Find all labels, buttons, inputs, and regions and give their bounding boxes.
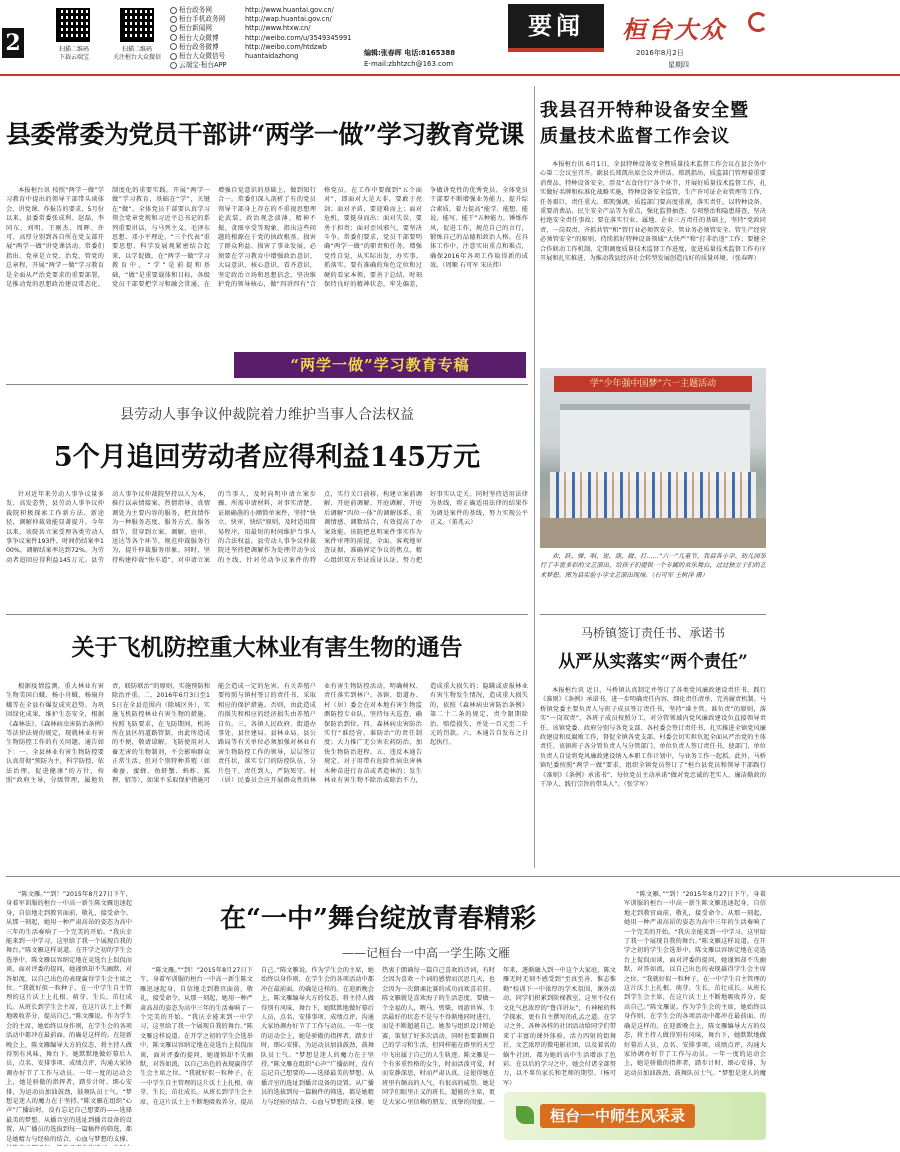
stage-subheadline: ——记桓台一中高一学生陈文雁 bbox=[341, 946, 510, 960]
circle-icon bbox=[170, 34, 177, 41]
qr-code-app[interactable] bbox=[56, 8, 90, 42]
building-shape bbox=[560, 404, 750, 480]
lead-banner: “两学一做”学习教育专稿 bbox=[234, 352, 526, 378]
stage-body-right: “陈文雁。”“到！”2015年8月27日下午，身着军训服的桓台一中高一新生陈文雁迅速起身，自信地走到教官面前，敬礼，接受命令。从那一刻起，她用一种严肃高昂的姿态为高中三年的生活奏响了一个完美的开始。“我庆幸能来到一中学习，这里给了我一个展现自我的舞台。”陈文雁这样说道。在开学之初的学生会选举中，陈文雁以容纳定地在竞选台上侃侃而谈，面对评委的提问，她谨慎却不失幽默，对答如流，以自己出色的表现赢得学生会主席之位。“我就好似一粒种子，在一中学生自主管理的这片沃土上扎根、萌芽、生长，茁壮成长。从班长到学生会主席，在这片沃土上不断地吸收养分，提高自己。”陈文雁说。作为学生会的主席，她始终以身作则，在学生会的各项活动中都冲在最前面。的确是这样的。在迎新晚会上，陈文雁编导大方的仪态，将主持人做得别有风味，舞台下，她默默地做好幕后人员，点名、安排事项、成绩点评，沟通大家协调办好节了工作与动员。一年一度的运动会上，她是骄傲的指挥者，踏步计时、细心安排，为运动员加油鼓劲，鼓舞队员士气。“梦想是迷人的魔 bbox=[624, 891, 766, 1076]
circle-icon bbox=[170, 7, 177, 14]
qr2-caption-1: 扫描二维码 bbox=[121, 46, 152, 53]
link-item[interactable]: 桓台手机政务网 http://wap.huantai.gov.cn/ bbox=[170, 15, 351, 24]
forest-body-text: 根据疫情监测，重大林业有害生物美国白蛾、杨小舟蛾、杨扇舟蛾等在全县有爆发成灾趋势。为巩固绿化成果，维护生态安全，根据《森林法》、《森林病虫害防治条例》等法律法规的规定，现就林业有害生物防控工作的有关问题，通告如下：一、全县林业有害生物防控要认真贯彻“预防为主，科学防控，依法治理，促进健康”的方针，按照“政府主导，分级管理，属地负责，联防联治”的原则，实施预防和除治并重。二、2016年6月3日至15日在全县范围内（除城区外），实施飞机防控林业有害生物的措施。按照飞防要求，在飞防期间，机场所在县区的道路管制，由此所造成的不便，敬请谅解。飞防使用对人畜无害的生物制剂，不会影响群众正常生活，但对个别特种养殖（如桑蚕、蜜蜂、鱼虾蟹、蚂蚱、狐狸、貂等），如果不采取保护措施可能会造成一定的危害。有关养殖户要按照与镇村签订的责任书，采取相应的保护措施。否则，由此造成的损失和相应的经济损失由养殖户自负。三、各镇人民政府、街道办事处、县住建局、县林业局、县公路局等有关单位必须加强对林业有害生物防控工作的领导，层层签订责任状，落实专门的防控队伍，分片包干、责任到人，严防死守。村（居）民委员会应开展群众性的林业有害生物防控活动，明确树权、责任落实到林户。各镇、街道办、村（居）委会在对本地有害生物监测防控专业队，坚持每天巡查，确保防治到位。四、森林病虫害防治实行“谁经营、谁防治”的责任制度；大力推广无公害农药防治，加快生物防治进程。五、违反本通告规定，对于用带有危险性病虫害林木种苗进行育苗或者造林的；发生林业有害生物不除治或除治不力，造成重大损失的；隐瞒或虚报林业有害生物发生情况，造成重大损失的，依照《森林病虫害防治条例》第二十二条的规定，责令限期除治、赔偿损失，并处一百元至二千元的罚款。六、本通告自发布之日起执行。 bbox=[6, 683, 528, 785]
circle-icon bbox=[170, 62, 177, 69]
stage-banner bbox=[504, 1092, 766, 1140]
editor-line: 编辑:张春晖 电话:8165388 bbox=[364, 49, 456, 57]
safety-headline: 我县召开特种设备安全暨质量技术监督工作会议 bbox=[540, 100, 749, 147]
link-item[interactable]: 桓台大众微信号 huantaidazhong bbox=[170, 52, 351, 61]
circle-icon bbox=[170, 53, 177, 60]
link-item[interactable]: 桓台政务网 http://www.huantai.gov.cn/ bbox=[170, 6, 351, 15]
stage-headline: 在“一中”舞台绽放青春精彩 bbox=[220, 904, 536, 934]
circle-icon bbox=[170, 25, 177, 32]
issue-weekday: 星期四 bbox=[668, 61, 689, 69]
qr1-caption-2: 下载云端宝 bbox=[58, 54, 89, 61]
mayingzhen-body-text: 本报桓台讯 近日，马桥镇认真制定并签订了各类党风廉政建设责任书、践行《准则》《条例》承诺书，进一步明确责任内容，细化责任清单，完善履责机制。马桥镇党委主要负责人与班子成员签订责任书，坚持“谁主管、谁负责”的原则，落实“一岗双责”，各班子成员按照分工，对分管领域内党风廉政建设负直接领导责任。该镇党委、政府分别与各党支部、各村委会签订责任书，扎实推进全镇党风廉政建设和反腐败工作，督促全镇各党支部、村委会切实担负起全面从严治党的主体责任。该镇班子各分管负责人与分管部门、单位负责人签订责任书，使部门、单位负责人自觉将党风廉政建设纳入本职工作计划中，与业务工作一起抓。此外，马桥镇纪委按照“两学一做”要求，组织全镇党员签订了“桓台县党员和领导干部践行《准则》《条例》承诺书”，每位党员主动承诺“做对党忠诚的老实人、廉洁勤政的干净人、践行宗旨的带头人”。（张学军） bbox=[540, 687, 766, 789]
stage-body-main: “陈文雁。”“到！”2015年8月27日下午，身着军训服的桓台一中高一新生陈文雁迅速起身，自信地走到教官面前，敬礼，接受命令。从那一刻起，她用一种严肃高昂的姿态为高中三年的生活奏响了一个完美的开始。“我庆幸能来到一中学习，这里给了我一个展现自我的舞台。”陈文雁这样说道。在开学之初的学生会选举中，陈文雁以容纳定地在竞选台上侃侃而谈，面对评委的提问，她谨慎却不失幽默，对答如流，以自己出色的表现赢得学生会主席之位。“我就好似一粒种子，在一中学生自主管理的这片沃土上扎根、萌芽、生长，茁壮成长。从班长到学生会主席，在这片沃土上不断地吸收养分，提高自己。”陈文雁说。作为学生会的主席，她始终以身作则，在学生会的各项活动中都冲在最前面。的确是这样的。在迎新晚会上，陈文雁编导大方的仪态，将主持人做得别有风味，舞台下，她默默地做好幕后人员，点名、安排事项、成绩点评，沟通大家协调办好节了工作与动员。一年一度的运动会上，她是骄傲的指挥者，踏步计时、细心安排，为运动员加油鼓劲，鼓舞队员士气。“梦想是迷人的魔力在于坚持。”陈文雁在组织“心声”广播站时，没有忘记自己想要的——选择最美的梦想。从播音室的选址到播音设备的设置，从广播员的选拔到每一篇稿件的筛选，都是她精力与经验的结合，心血与梦想的支撑。她热衷于朗诵每一篇自己喜欢的诗词，有时会因为喜欢一个词的感情而沉思几天，也会因为一次朗诵比赛的成功而欢喜若狂。陈文雁就是喜欢海子的生活态度，要做一个幸福的人，喂马，劈柴，周游世界。生活最好的状态不是与不得渐地同时进行，而是不断超越自己。她参与组织设计辩论赛，策划了好多次活动，同时也要兼顾自己的学习和生活，但同样能在群里的天空中飞出属于自己的人生轨迹。陈文雁是一个有多重性格的女生，时而活泼可爱，时而安静深思，时而严肃认真。这使得她在班里有颇高的人气，有很高的威望。她是同学们眼里正义的班长，超能的主席，更是大家心里信赖的朋友、真挚的闺蜜。一年来，逐渐融入到一中这个大家庭，陈文雁无时无刻不感受到“至真至善、惟志惟勤”校训下一中浓厚的学术氛围，课外活动，同学们积累到阶梯教室，这里不仅有文化气息浓厚的“鲁洋讲坛”，有神秘的科学探索，更有自主撰写的孔孟之道。在学习之外，各种各样的社团活动给同学们带来了丰富的课外体验，活力四射的街舞社、文艺浓厚的微电影社团，以及着名的蜗牛社团，都为她的高中生活增添了色彩。在以后的学习之中，她会付诸全部努力，以不辜负家长和老师的期望。（杨可军） bbox=[140, 967, 616, 1106]
children-photo bbox=[540, 368, 766, 548]
qr2-caption-2: 关注桓台大众微信 bbox=[112, 54, 161, 61]
section-label: 要闻 bbox=[508, 4, 604, 52]
link-item[interactable]: 桓台大众微博 http://weibo.com/u/3549345991 bbox=[170, 34, 351, 43]
safety-body-text: 本报桓台讯 6月1日，全县特种设备安全暨质量技术监督工作会议在县会务中心第二会议室召开。副县长郑凯出席会议并讲话。郑凯指出，质监部门管理着重要消费品、特种设备安全，涉及“衣食住行”各个环节，开展好质量技术监督工作，扎实做好名牌和标准化战略实施，特种设备安全监管，生产许可证企业管理等工作，任务艰巨，责任重大。郑凯强调，质监部门要高度重视，落实责任，以特种设备、重要消费品、民生安全产品等为重点，强化监督抽查、专项整治和隐患排查，坚决杜绝安全责任事故；要在落实行业、属地、企业三方责任的基础上，坚持“党政同责、一岗双责、齐抓共管”和“管行业必须管安全、管业务必须管安全、管生产经营必须管安全”的原则，持续抓好特种设备领域“大快严”和“打非治违”工作；要健全合作联动工作机制，定期调度质量技术监督工作进度，促进质量技术监督工作有序开展和扎实推进，为推动我县经济社会转型发展创造良好的质量环境。（张春晖） bbox=[540, 161, 766, 263]
qr1-caption-1: 扫描二维码 bbox=[58, 46, 89, 53]
lead-headline: 县委常委为党员干部讲“两学一做”学习教育党课 bbox=[6, 120, 524, 149]
email-line: E-mail:zbhtzch@163.com bbox=[364, 60, 454, 68]
link-item[interactable]: 桓台政务微博 http://weibo.com/htdzwb bbox=[170, 43, 351, 52]
stage-body-left: “陈文雁。”“到！”2015年8月27日下午，身着军训服的桓台一中高一新生陈文雁迅速起身，自信地走到教官面前，敬礼，接受命令。从那一刻起，她用一种严肃高昂的姿态为高中三年的生活奏响了一个完美的开始。“我庆幸能来到一中学习，这里给了我一个展现自我的舞台。”陈文雁这样说道。在开学之初的学生会选举中，陈文雁以容纳定地在竞选台上侃侃而谈，面对评委的提问，她谨慎却不失幽默，对答如流，以自己出色的表现赢得学生会主席之位。“我就好似一粒种子，在一中学生自主管理的这片沃土上扎根、萌芽、生长，茁壮成长。从班长到学生会主席，在这片沃土上不断地吸收养分，提高自己。”陈文雁说。作为学生会的主席，她始终以身作则，在学生会的各项活动中都冲在最前面。的确是这样的。在迎新晚会上，陈文雁编导大方的仪态，将主持人做得别有风味，舞台下，她默默地做好幕后人员，点名、安排事项、成绩点评，沟通大家协调办好节了工作与动员。一年一度的运动会上，她是骄傲的指挥者，踏步计时、细心安排，为运动员加油鼓劲，鼓舞队员士气。“梦想是迷人的魔力在于坚持。”陈文雁在组织“心声”广播站时，没有忘记自己想要的——选择最美的梦想。从播音室的选址到播音设备的设置，从广播员的选拔到每一篇稿件的筛选，都是她精力与经验的结合，心血与梦想的支撑。 bbox=[6, 891, 132, 1143]
circle-icon bbox=[170, 43, 177, 50]
lead-body-text: 本报桓台讯 按照“两学一做”学习教育中提出的领导干部带头谈体会、讲党课、作报告的要求，5月份以来，县委常委张成利、赵磊、李同东、刘明、王刚杰、周晖、许可、高厚分别到各自所在党支部开展“两学一做”讲党课活动。常委们指出，党章是立党、治党、管党的总章程，开展“两学一做”学习教育是全面从严治党要求的重要部署，是推动党的思想政治建设常态化、制度化的重要实践。开展“两学一做”学习教育，基础在“学”，关键在“做”，全体党员干部要认真学习领会党章党规和习近平总书记的系列重要讲话，与马列主义、毛泽东思想、邓小平理论、“三个代表”重要思想、科学发展观紧密结合起来，以学促做。在“两学一做”学习教育中，“学”是前提和基础，“做”是重要载体和目标，各级党员干部要把学习和融会贯通，在增强自觉意识的基础上，做到知行合一。常委们深入剖析了有的党员领导干部身上存在的不重视思想理论武装、政治观念淡薄、精神不振、贪图享受等现象，指出这些问题的根源在于党的执政根基、损害了群众利益、损害了事业发展，必须要在学习教育中增强政治意识、大局意识、核心意识、看齐意识，坚定政治立场和思想信念，坚决维护党的领导核心，做“四讲四有”合格党员。在工作中要做到“五个面对”，即面对大是大非，要敢于亮剑；面对矛盾，要迎难而上；面对危机，要挺身而出；面对失误，要勇于担责；面对歪风邪气，要坚决斗争。常委们要求，党员干部要明确“两学一做”的职责和任务，增强党性自觉，从实际出发，办实事、抓落实。要有准确的角色定位和过硬的看家本领，要善于总结，时刻保持良好的精神状态，牢先偏差，争做讲党性的优秀党员。全体党员干部要不断增强业务能力，提升综合素质，着力提高“能学、能想、能说、能写、能干”五种能力，锤炼作风，促进工作，规范自己的言行，锻炼自己的品德和政治人格。在具体工作中，注意实出重点和难点，确保2016年各项工作取得新的成效。（周顺 石可军 宋庆炜） bbox=[6, 187, 528, 289]
mayingzhen-headline: 从严从实落实“两个责任” bbox=[558, 652, 748, 672]
link-item[interactable]: 桓台新闻网 http://www.htxw.cn/ bbox=[170, 24, 351, 33]
circle-icon bbox=[170, 16, 177, 23]
paper-logo-mark bbox=[748, 12, 768, 32]
mayingzhen-kicker: 马桥镇签订责任书、承诺书 bbox=[580, 626, 725, 640]
leaf-icon bbox=[516, 1106, 534, 1124]
stage-banner-label: 桓台一中师生风采录 bbox=[540, 1104, 695, 1128]
performers-shape bbox=[550, 472, 756, 518]
masthead bbox=[0, 0, 900, 76]
photo-caption: 欢、跃、弹、唱、说、演、做、打……“六一”儿童节，我县各小学、幼儿园举行了丰富多彩的文艺演出，给孩子们提供一个专属的欢乐舞台，过过独立于们的艺术梦想。图为县实验小学文艺演出现场。（石可军 王树洋 摄） bbox=[540, 553, 766, 579]
page-number: 2 bbox=[2, 28, 24, 58]
issue-date: 2016年8月2日 bbox=[636, 49, 684, 57]
qr-code-wechat[interactable] bbox=[120, 8, 154, 42]
labor-body-text: 针对近年来劳动人事争议量多发、高发态势，县劳动人事争议仲裁院积极探索工作新方法、新途径，调解仲裁效能显著提升。今年以来，该院共立案受理各类劳动人事争议案件193件，时间仍结案率100%，调解结案率达到72%，为劳动者追回应得利益145万元。县劳动人事争议仲裁院坚持以人为本，推行以亲情接案、热情指导、真情调处为主要内容的服务，把真情作为一种服务态度、服务方式、服务细节，贯穿到立案、调解、庭审、送达等各个环节，规范仲裁服务行为，提升仲裁服务形象。同时，坚持构建仲裁“快车道”，对申请立案的当事人，及时向明申请立案步骤、所需申请材料，对事实清楚、证据确凿的小额简单案件，坚持“快立、快审、快结”原则，及时适用简易程序，用最短的时间维护当事人的合法权益。县劳动人事争议仲裁院还坚持把调解作为处理劳动争议的主线，针对劳动争议案件的特点，实行关口前移，构建立案前调解、开庭前调解、开庭调解、开庭后调解“四位一体”的调解体系，重调情感、调数结合，有效提高了办案效能。该院把息明案件事实作为案件审理的前提，全面、客观地审查证据，准确界定争议的焦点，精心组织双方举证质证认证，努力把好事实认定关。同时坚持适用法律为基线，将正确适用法律的结果作为调处案件的基线，努力实现公平正义。（董兆云） bbox=[6, 491, 528, 564]
labor-kicker: 县劳动人事争议仲裁院着力维护当事人合法权益 bbox=[120, 407, 414, 423]
link-list bbox=[170, 6, 351, 70]
labor-headline: 5个月追回劳动者应得利益145万元 bbox=[53, 442, 481, 473]
stage-floor bbox=[540, 518, 766, 548]
forest-headline: 关于飞机防控重大林业有害生物的通告 bbox=[71, 634, 463, 661]
photo-banner: 学“少年强中国梦”六一主题活动 bbox=[554, 376, 752, 392]
paper-logo: 桓台大众 bbox=[622, 15, 726, 44]
link-item[interactable]: 云端宝·桓台APP bbox=[170, 61, 351, 70]
